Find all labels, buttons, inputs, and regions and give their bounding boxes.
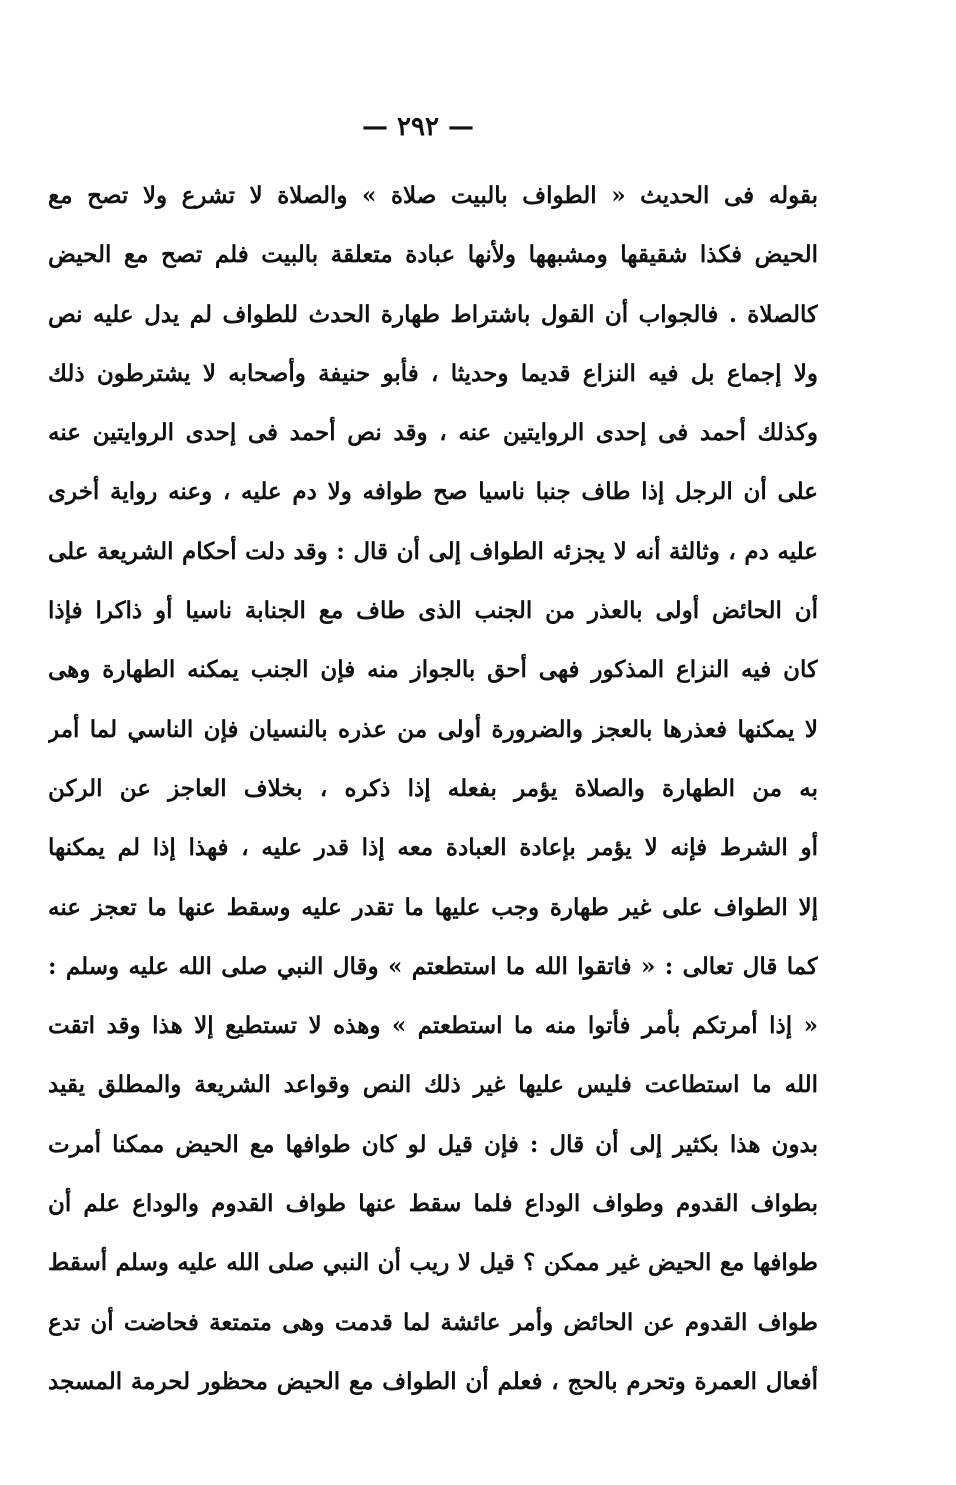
text-line-14: كما قال تعالى : « فاتقوا الله ما استطعتم » وقال النبي صلى الله عليه وسلم : xyxy=(48,952,818,980)
body-text xyxy=(48,166,818,1411)
text-line-19: طوافها مع الحيض غير ممكن ؟ قيل لا ريب أن النبي صلى الله عليه وسلم أسقط xyxy=(48,1249,818,1277)
text-line-1: بقوله فى الحديث « الطواف بالبيت صلاة » والصلاة لا تشرع ولا تصح مع xyxy=(48,182,818,209)
text-line-12: أو الشرط فإنه لا يؤمر بإعادة العبادة معه إذا قدر عليه ، فهذا إذا لم يمكنها xyxy=(48,834,818,862)
page-number: — ٢٩٢ — xyxy=(361,112,475,142)
text-line-8: أن الحائض أولى بالعذر من الجنب الذى طاف مع الجنابة ناسيا أو ذاكرا فإذا xyxy=(48,597,818,625)
text-line-16: الله ما استطاعت فليس عليها غير ذلك النص وقواعد الشريعة والمطلق يقيد xyxy=(48,1071,818,1099)
text-line-15: « إذا أمرتكم بأمر فأتوا منه ما استطعتم » وهذه لا تستطيع إلا هذا وقد اتقت xyxy=(48,1012,818,1040)
text-line-17: بدون هذا بكثير إلى أن قال : فإن قيل لو كان طوافها مع الحيض ممكنا أمرت xyxy=(48,1130,818,1158)
text-line-2: الحيض فكذا شقيقها ومشبهها ولأنها عبادة متعلقة بالبيت فلم تصح مع الحيض xyxy=(48,241,818,269)
text-line-21: أفعال العمرة وتحرم بالحج ، فعلم أن الطواف مع الحيض محظور لحرمة المسجد xyxy=(48,1367,818,1395)
text-line-13: إلا الطواف على غير طهارة وجب عليها ما تقدر عليه وسقط عنها ما تعجز عنه xyxy=(48,893,818,921)
text-line-7: عليه دم ، وثالثة أنه لا يجزئه الطواف إلى أن قال : وقد دلت أحكام الشريعة على xyxy=(48,537,818,565)
text-line-4: ولا إجماع بل فيه النزاع قديما وحديثا ، فأبو حنيفة وأصحابه لا يشترطون ذلك xyxy=(48,359,818,387)
text-line-18: بطواف القدوم وطواف الوداع فلما سقط عنها طواف القدوم والوداع علم أن xyxy=(48,1190,818,1218)
text-line-20: طواف القدوم عن الحائض وأمر عائشة لما قدمت وهى متمتعة فحاضت أن تدع xyxy=(48,1308,818,1336)
text-line-5: وكذلك أحمد فى إحدى الروايتين عنه ، وقد نص أحمد فى إحدى الروايتين عنه xyxy=(48,419,818,447)
text-line-9: كان فيه النزاع المذكور فهى أحق بالجواز منه فإن الجنب يمكنه الطهارة وهى xyxy=(48,656,818,684)
text-line-3: كالصلاة . فالجواب أن القول باشتراط طهارة الحدث للطواف لم يدل عليه نص xyxy=(48,300,818,328)
text-line-10: لا يمكنها فعذرها بالعجز والضرورة أولى من عذره بالنسيان فإن الناسي لما أمر xyxy=(48,715,818,743)
text-line-6: على أن الرجل إذا طاف جنبا ناسيا صح طوافه ولا دم عليه ، وعنه رواية أخرى xyxy=(48,478,818,506)
text-line-11: به من الطهارة والصلاة يؤمر بفعله إذا ذكره ، بخلاف العاجز عن الركن xyxy=(48,774,818,802)
